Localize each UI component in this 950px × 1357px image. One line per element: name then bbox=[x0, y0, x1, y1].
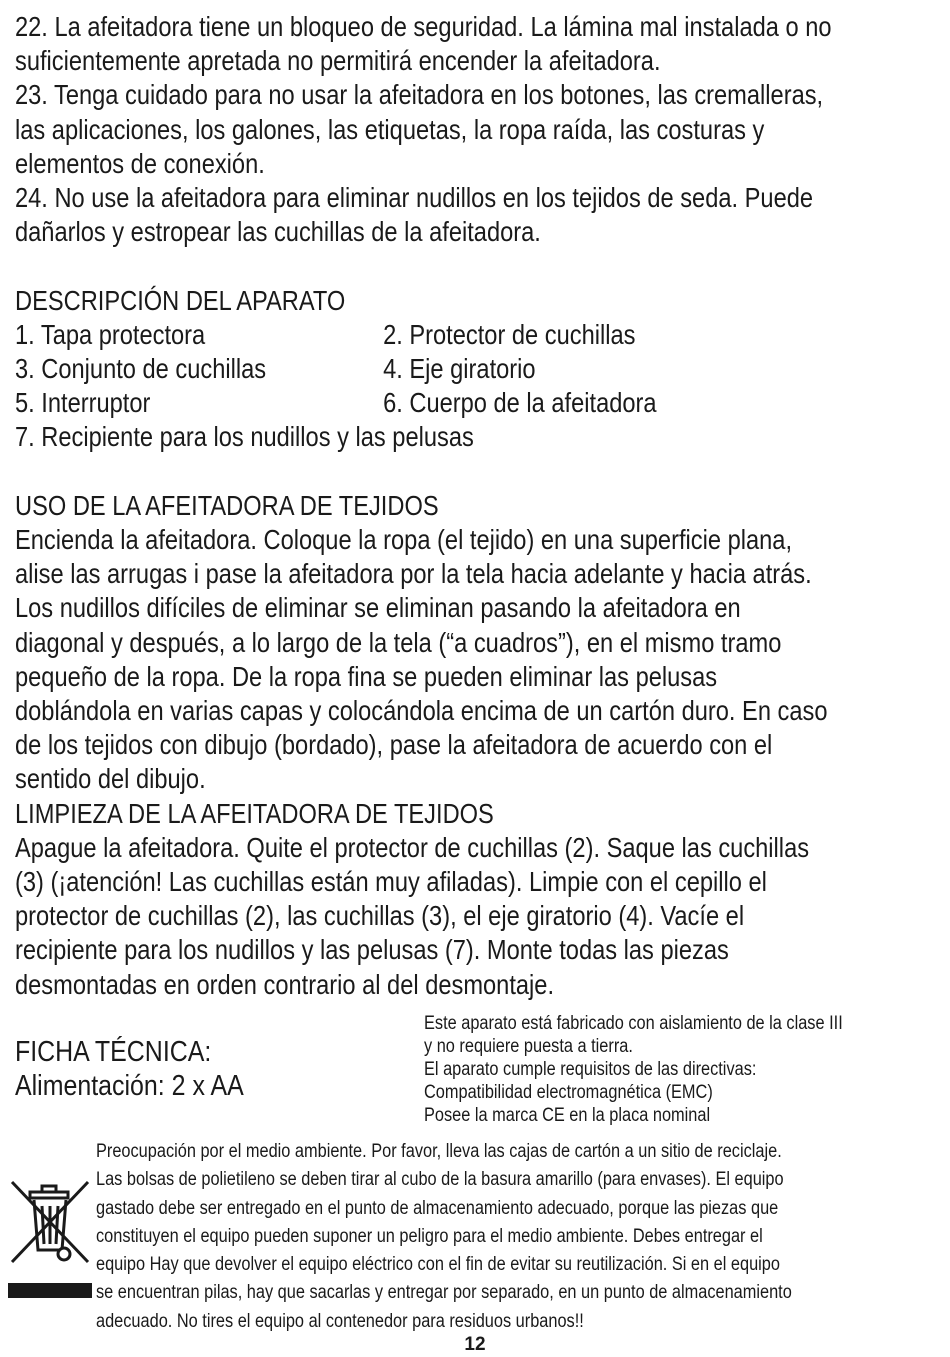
bin-underline-bar bbox=[8, 1283, 92, 1298]
environment-line: se encuentran pilas, hay que sacarlas y entregar por separado, en un punto de almacenamiento bbox=[96, 1282, 792, 1304]
parts-row bbox=[15, 386, 940, 420]
text-line: Apague la afeitadora. Quite el protector de cuchillas (2). Saque las cuchillas bbox=[15, 831, 810, 863]
environment-notice bbox=[96, 1138, 922, 1336]
text-line: elementos de conexión. bbox=[15, 147, 265, 179]
part-item: 6. Cuerpo de la afeitadora bbox=[383, 387, 657, 419]
main-text bbox=[15, 10, 940, 1002]
text-line: 23. Tenga cuidado para no usar la afeitadora en los botones, las cremalleras, bbox=[15, 79, 824, 111]
text-line: 22. La afeitadora tiene un bloqueo de seguridad. La lámina mal instalada o no bbox=[15, 11, 832, 42]
text-line: recipiente para los nudillos y las pelusas (7). Monte todas las piezas bbox=[15, 934, 729, 966]
part-item: 5. Interruptor bbox=[15, 387, 151, 419]
notice-line: Posee la marca CE en la placa nominal bbox=[424, 1105, 711, 1126]
section-heading-description: DESCRIPCIÓN DEL APARATO bbox=[15, 284, 346, 316]
notice-line: y no requiere puesta a tierra. bbox=[424, 1036, 633, 1057]
section-heading-cleaning: LIMPIEZA DE LA AFEITADORA DE TEJIDOS bbox=[15, 797, 494, 829]
part-item: 3. Conjunto de cuchillas bbox=[15, 353, 267, 385]
crossed-out-wheelie-bin-icon bbox=[8, 1178, 92, 1266]
text-line: (3) (¡atención! Las cuchillas están muy afiladas). Limpie con el cepillo el bbox=[15, 866, 767, 898]
notice-line: Este aparato está fabricado con aislamiento de la clase III bbox=[424, 1013, 843, 1034]
notice-line: Compatibilidad electromagnética (EMC) bbox=[424, 1082, 713, 1103]
text-line: dañarlos y estropear las cuchillas de la afeitadora. bbox=[15, 216, 541, 248]
text-line: desmontadas en orden contrario al del desmontaje. bbox=[15, 968, 555, 1000]
spacer bbox=[15, 249, 940, 283]
parts-row bbox=[15, 318, 940, 352]
technical-sheet-heading: FICHA TÉCNICA: bbox=[15, 1036, 212, 1068]
text-line: doblándola en varias capas y colocándola encima de un cartón duro. En caso bbox=[15, 695, 828, 727]
text-line: pequeño de la ropa. De la ropa fina se pueden eliminar las pelusas bbox=[15, 660, 718, 692]
text-line: suficientemente apretada no permitirá encender la afeitadora. bbox=[15, 45, 661, 77]
part-item: 1. Tapa protectora bbox=[15, 318, 206, 350]
environment-line: Preocupación por el medio ambiente. Por favor, lleva las cajas de cartón a un sitio de reciclaje. bbox=[96, 1141, 782, 1162]
power-supply: Alimentación: 2 x AA bbox=[15, 1070, 244, 1102]
part-item: 2. Protector de cuchillas bbox=[383, 318, 636, 350]
text-line: diagonal y después, a lo largo de la tela (“a cuadros”), en el mismo tramo bbox=[15, 626, 782, 658]
text-line: protector de cuchillas (2), las cuchillas (3), el eje giratorio (4). Vacíe el bbox=[15, 900, 745, 932]
text-line: 24. No use la afeitadora para eliminar nudillos en los tejidos de seda. Puede bbox=[15, 182, 814, 214]
environment-line: Las bolsas de polietileno se deben tirar al cubo de la basura amarillo (para envases). El equipo bbox=[96, 1169, 784, 1191]
parts-row bbox=[15, 352, 940, 386]
notice-line: El aparato cumple requisitos de las directivas: bbox=[424, 1059, 757, 1080]
technical-sheet bbox=[15, 1035, 359, 1103]
text-line: alise las arrugas i pase la afeitadora por la tela hacia adelante y hacia atrás. bbox=[15, 558, 812, 590]
part-item: 4. Eje giratorio bbox=[383, 353, 536, 385]
text-line: Los nudillos difíciles de eliminar se eliminan pasando la afeitadora en bbox=[15, 592, 741, 624]
page-number: 12 bbox=[464, 1334, 486, 1355]
spacer bbox=[15, 455, 940, 489]
text-line: Encienda la afeitadora. Coloque la ropa (el tejido) en una superficie plana, bbox=[15, 524, 793, 556]
text-line: sentido del dibujo. bbox=[15, 763, 206, 795]
environment-line: gastado debe ser entregado en el punto de almacenamiento adecuado, porque las piezas que bbox=[96, 1197, 779, 1219]
text-line: de los tejidos con dibujo (bordado), pase la afeitadora de acuerdo con el bbox=[15, 729, 773, 761]
part-item: 7. Recipiente para los nudillos y las pelusas bbox=[15, 421, 474, 453]
compliance-notice bbox=[424, 1012, 923, 1127]
environment-line: constituyen el equipo pueden suponer un peligro para el medio ambiente. Debes entregar el bbox=[96, 1225, 763, 1247]
section-heading-usage: USO DE LA AFEITADORA DE TEJIDOS bbox=[15, 489, 439, 521]
text-line: las aplicaciones, los galones, las etiquetas, la ropa raída, las costuras y bbox=[15, 113, 765, 145]
environment-line: adecuado. No tires el equipo al contenedor para residuos urbanos!! bbox=[96, 1310, 584, 1332]
environment-line: equipo Hay que devolver el equipo eléctrico con el fin de evitar su reutilización. Si en el equipo bbox=[96, 1254, 780, 1276]
